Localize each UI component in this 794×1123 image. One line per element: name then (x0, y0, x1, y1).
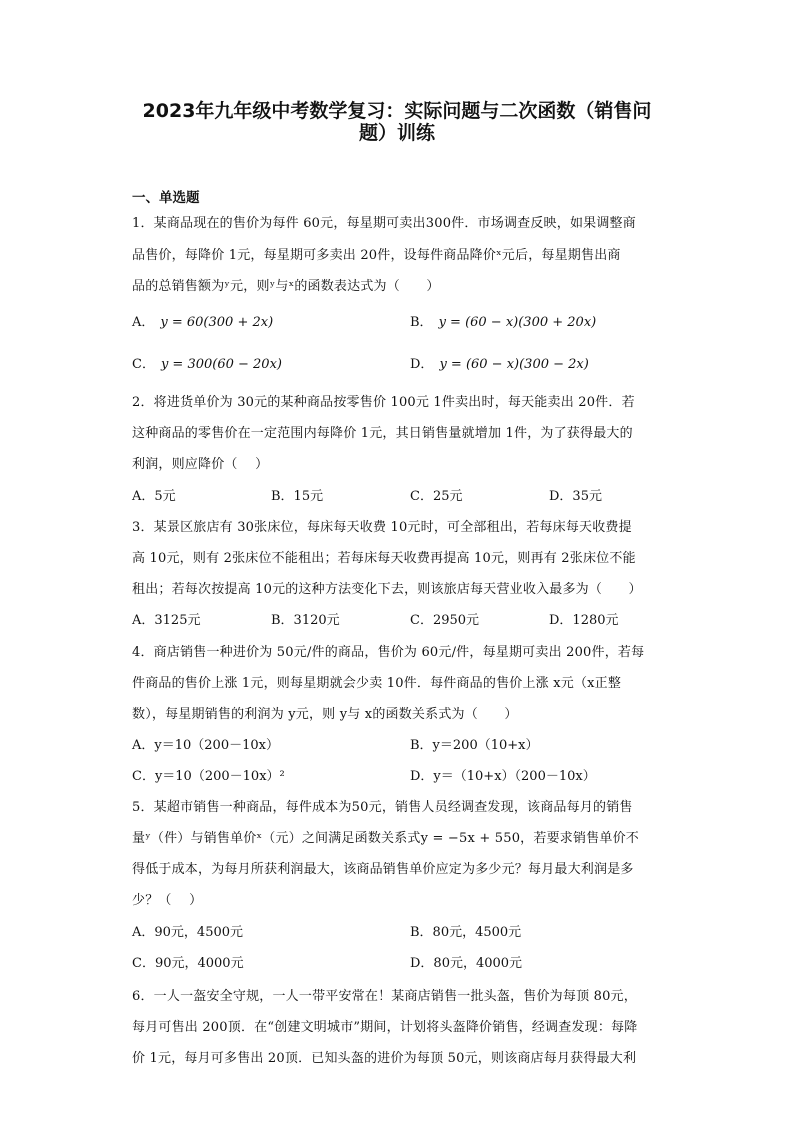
q2-option-b: B．15元 (271, 489, 324, 504)
q1-option-b (410, 311, 596, 330)
q1-line-1: 1．某商品现在的售价为每件 60元，每星期可卖出300件．市场调查反映，如果调整商 (132, 216, 636, 231)
q1-line-3: 品的总销售额为ʸ元，则ʸ与ˣ的函数表达式为（ ） (132, 279, 440, 294)
q2-line-2: 这种商品的零售价在一定范围内每降价 1元，其日销售量就增加 1件，为了获得最大的 (132, 426, 633, 441)
q2-option-a: A．5元 (132, 489, 176, 504)
q4-option-d: D．y＝（10+x）（200－10x） (410, 769, 596, 784)
q5-option-b: B．80元，4500元 (410, 925, 522, 940)
q2-line-3: 利润，则应降价（ ） (132, 457, 269, 472)
q3-line-2: 高 10元，则有 2张床位不能租出；若每床每天收费再提高 10元，则再有 2张床位不能 (132, 551, 636, 566)
q3-option-d: D．1280元 (549, 613, 619, 628)
q5-option-c: C．90元，4000元 (132, 956, 244, 971)
q1-option-c-expr: y = 300(60 − 20x) (160, 357, 282, 372)
q1-option-d-expr: y = (60 − x)(300 − 2x) (439, 357, 589, 372)
q1-option-a-key: A． (132, 315, 155, 330)
q2-option-d: D．35元 (549, 489, 602, 504)
q3-option-a: A．3125元 (132, 613, 201, 628)
q6-line-3: 价 1元，每月可多售出 20顶．已知头盔的进价为每顶 50元，则该商店每月获得最大利 (132, 1051, 637, 1066)
q5-line-4: 少？（ ） (132, 893, 203, 908)
q1-option-b-expr: y = (60 − x)(300 + 20x) (438, 315, 597, 330)
q6-line-1: 6．一人一盔安全守规，一人一带平安常在！某商店销售一批头盔，售价为每顶 80元， (132, 989, 637, 1004)
q4-line-3: 数），每星期销售的利润为 y元，则 y与 x的函数关系式为（ ） (132, 707, 518, 722)
q4-option-a: A．y＝10（200－10x） (132, 738, 279, 753)
q1-option-c-key: C． (132, 357, 155, 372)
q1-option-d (410, 353, 589, 372)
q1-option-a-expr: y = 60(300 + 2x) (160, 315, 274, 330)
q5-line-2: 量ʸ（件）与销售单价ˣ（元）之间满足函数关系式y = −5x + 550，若要求销售单价不 (132, 831, 639, 846)
q3-option-c: C．2950元 (410, 613, 480, 628)
section-heading: 一、单选题 (132, 190, 200, 206)
q4-line-1: 4．商店销售一种进价为 50元/件的商品，售价为 60元/件，每星期可卖出 200件，若每 (132, 645, 645, 660)
q6-line-2: 每月可售出 200顶．在“创建文明城市”期间，计划将头盔降价销售，经调查发现：每降 (132, 1020, 638, 1035)
q1-option-d-key: D． (410, 357, 434, 372)
q5-line-3: 得低于成本，为每月所获利润最大，该商品销售单价应定为多少元？每月最大利润是多 (132, 862, 634, 877)
q1-line-2: 品售价，每降价 1元，每星期可多卖出 20件，设每件商品降价ˣ元后，每星期售出商 (132, 248, 621, 263)
q2-option-c: C．25元 (410, 489, 463, 504)
title-line-1: 2023年九年级中考数学复习：实际问题与二次函数（销售问 (142, 100, 652, 122)
q1-option-a (132, 311, 273, 330)
q4-line-2: 件商品的售价上涨 1元，则每星期就会少卖 10件．每件商品的售价上涨 x元（x正整 (132, 676, 622, 691)
q5-line-1: 5．某超市销售一种商品，每件成本为50元，销售人员经调查发现，该商品每月的销售 (132, 800, 633, 815)
q5-option-a: A．90元，4500元 (132, 925, 244, 940)
q4-option-b: B．y＝200（10+x） (410, 738, 539, 753)
q3-option-b: B．3120元 (271, 613, 340, 628)
q4-option-c: C．y＝10（200－10x）² (132, 769, 285, 784)
q3-line-3: 租出；若每次按提高 10元的这种方法变化下去，则该旅店每天营业收入最多为（ ） (132, 582, 642, 597)
q1-option-c (132, 353, 282, 372)
q3-line-1: 3．某景区旅店有 30张床位，每床每天收费 10元时，可全部租出，若每床每天收费提 (132, 520, 632, 535)
q1-option-b-key: B． (410, 315, 433, 330)
q5-option-d: D．80元，4000元 (410, 956, 523, 971)
title-line-2: 题）训练 (358, 122, 435, 144)
q2-line-1: 2．将进货单价为 30元的某种商品按零售价 100元 1件卖出时，每天能卖出 20件．若 (132, 395, 635, 410)
